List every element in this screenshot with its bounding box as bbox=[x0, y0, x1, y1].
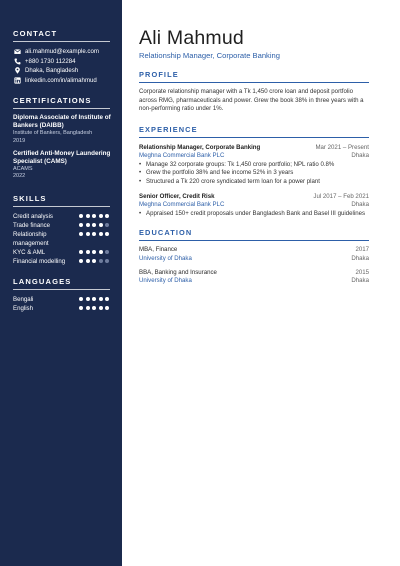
certifications-heading: CERTIFICATIONS bbox=[13, 96, 110, 109]
rating-dot-empty bbox=[99, 259, 103, 263]
certification-issuer: ACAMS bbox=[13, 165, 33, 172]
rating-dot-filled bbox=[99, 250, 103, 254]
education-location: Dhaka bbox=[351, 254, 369, 262]
rating-dot-filled bbox=[99, 214, 103, 218]
skill-name: KYC & AML bbox=[13, 248, 46, 256]
skill-rating bbox=[79, 230, 109, 236]
rating-dot-filled bbox=[99, 297, 103, 301]
education-item bbox=[139, 269, 369, 285]
job-employer: Meghna Commercial Bank PLC bbox=[139, 151, 225, 159]
profile-summary: Corporate relationship manager with a Tk 1,450 crore loan and deposit portfolio across RMG, pharmaceuticals and power. Grew the book 38% in three years with a non-performing ratio under 1%. bbox=[139, 88, 364, 113]
job-location: Dhaka bbox=[351, 201, 369, 208]
skill-name: Trade finance bbox=[13, 221, 51, 229]
bullet-icon bbox=[139, 178, 146, 186]
job-employer: Meghna Commercial Bank PLC bbox=[139, 201, 225, 208]
main-content bbox=[139, 27, 369, 285]
education-year: 2015 bbox=[355, 268, 369, 276]
rating-dot-filled bbox=[99, 232, 103, 236]
skill-rating bbox=[79, 221, 109, 227]
rating-dot-filled bbox=[105, 232, 109, 236]
languages-heading: LANGUAGES bbox=[13, 277, 110, 290]
rating-dot-filled bbox=[79, 214, 83, 218]
rating-dot-filled bbox=[105, 297, 109, 301]
contact-phone[interactable] bbox=[13, 57, 122, 67]
rating-dot-filled bbox=[99, 223, 103, 227]
rating-dot-filled bbox=[92, 306, 96, 310]
rating-dot-filled bbox=[79, 250, 83, 254]
rating-dot-filled bbox=[92, 232, 96, 236]
education-heading: EDUCATION bbox=[139, 228, 369, 241]
job-dates: Jul 2017 – Feb 2021 bbox=[313, 192, 369, 200]
education-year: 2017 bbox=[355, 246, 369, 254]
experience-item bbox=[139, 144, 369, 186]
bullet-item bbox=[139, 210, 369, 218]
contact-linkedin[interactable] bbox=[13, 76, 122, 86]
rating-dot-empty bbox=[105, 223, 109, 227]
skill-name: Relationship management bbox=[13, 230, 49, 247]
rating-dot-filled bbox=[92, 259, 96, 263]
rating-dot-filled bbox=[86, 250, 90, 254]
skill-item bbox=[13, 257, 109, 266]
contact-email-text: ali.mahmud@example.com bbox=[25, 48, 99, 56]
phone-icon bbox=[13, 57, 21, 65]
bullet-icon bbox=[139, 161, 146, 169]
language-item bbox=[13, 295, 109, 304]
job-title: Senior Officer, Credit Risk bbox=[139, 192, 215, 200]
bullet-text: Manage 32 corporate groups: Tk 1,450 crore portfolio; NPL ratio 0.8% bbox=[146, 161, 335, 169]
linkedin-icon bbox=[13, 77, 21, 85]
rating-dot-filled bbox=[86, 223, 90, 227]
rating-dot-filled bbox=[99, 306, 103, 310]
contact-location bbox=[13, 66, 122, 76]
certification-year: 2019 bbox=[13, 137, 26, 144]
skill-name: Credit analysis bbox=[13, 212, 53, 220]
rating-dot-filled bbox=[86, 214, 90, 218]
contact-heading: CONTACT bbox=[13, 29, 110, 42]
rating-dot-filled bbox=[79, 223, 83, 227]
contact-list bbox=[13, 47, 122, 85]
education-location: Dhaka bbox=[351, 277, 369, 285]
bullet-text: Appraised 150+ credit proposals under Bangladesh Bank and Basel III guidelines bbox=[146, 210, 366, 218]
contact-linkedin-text: linkedin.com/in/alimahmud bbox=[25, 77, 97, 85]
job-bullets bbox=[139, 210, 369, 218]
skill-rating bbox=[79, 248, 109, 254]
rating-dot-filled bbox=[92, 250, 96, 254]
skills-heading: SKILLS bbox=[13, 194, 110, 207]
rating-dot-filled bbox=[86, 232, 90, 236]
skill-item bbox=[13, 248, 109, 257]
job-dates: Mar 2021 – Present bbox=[315, 143, 369, 151]
rating-dot-filled bbox=[105, 214, 109, 218]
bullet-item bbox=[139, 161, 369, 169]
rating-dot-filled bbox=[92, 297, 96, 301]
candidate-name: Ali Mahmud bbox=[139, 27, 244, 49]
location-pin-icon bbox=[13, 67, 21, 75]
bullet-text: Structured a Tk 220 crore syndicated term loan for a power plant bbox=[146, 177, 320, 185]
bullet-item bbox=[139, 169, 369, 177]
bullet-text: Grew the portfolio 38% and fee income 52% in 3 years bbox=[146, 169, 294, 177]
contact-email[interactable] bbox=[13, 47, 122, 57]
language-rating bbox=[79, 304, 109, 310]
rating-dot-filled bbox=[79, 259, 83, 263]
education-school: University of Dhaka bbox=[139, 277, 192, 285]
education-school: University of Dhaka bbox=[139, 254, 192, 262]
skill-item bbox=[13, 230, 109, 248]
certification-item bbox=[13, 150, 122, 181]
skill-name: Financial modelling bbox=[13, 257, 66, 265]
rating-dot-filled bbox=[79, 232, 83, 236]
bullet-item bbox=[139, 178, 369, 186]
languages-list bbox=[13, 295, 122, 313]
profile-heading: PROFILE bbox=[139, 70, 369, 83]
language-name: Bengali bbox=[13, 295, 34, 303]
certification-name: Diploma Associate of Institute of Bankers (DAIBB) bbox=[13, 114, 111, 130]
education-item bbox=[139, 246, 369, 262]
experience-heading: EXPERIENCE bbox=[139, 125, 369, 138]
rating-dot-empty bbox=[105, 250, 109, 254]
rating-dot-filled bbox=[105, 306, 109, 310]
bullet-icon bbox=[139, 210, 146, 218]
language-name: English bbox=[13, 304, 33, 312]
sidebar bbox=[0, 0, 122, 566]
rating-dot-filled bbox=[92, 214, 96, 218]
language-rating bbox=[79, 295, 109, 301]
job-title: Relationship Manager, Corporate Banking bbox=[139, 143, 261, 151]
skill-rating bbox=[79, 212, 109, 218]
contact-location-text: Dhaka, Bangladesh bbox=[25, 67, 79, 75]
skill-item bbox=[13, 212, 109, 221]
rating-dot-filled bbox=[79, 306, 83, 310]
certification-item bbox=[13, 114, 122, 145]
certification-name: Certified Anti-Money Laundering Specialist (CAMS) bbox=[13, 150, 111, 165]
rating-dot-filled bbox=[86, 306, 90, 310]
job-bullets bbox=[139, 161, 369, 186]
job-location: Dhaka bbox=[351, 151, 369, 159]
contact-phone-text: +880 1730 112284 bbox=[25, 57, 76, 65]
rating-dot-filled bbox=[92, 223, 96, 227]
rating-dot-filled bbox=[86, 297, 90, 301]
education-degree: BBA, Banking and Insurance bbox=[139, 268, 217, 276]
rating-dot-empty bbox=[105, 259, 109, 263]
bullet-icon bbox=[139, 169, 146, 177]
certification-issuer: Institute of Bankers, Bangladesh bbox=[13, 129, 93, 136]
rating-dot-filled bbox=[79, 297, 83, 301]
skills-list bbox=[13, 212, 122, 266]
rating-dot-filled bbox=[86, 259, 90, 263]
experience-item bbox=[139, 193, 369, 219]
education-degree: MBA, Finance bbox=[139, 246, 178, 254]
certification-year: 2022 bbox=[13, 173, 26, 180]
skill-rating bbox=[79, 257, 109, 263]
mail-icon bbox=[13, 48, 21, 56]
skill-item bbox=[13, 221, 109, 230]
candidate-headline: Relationship Manager, Corporate Banking bbox=[139, 51, 280, 60]
language-item bbox=[13, 304, 109, 313]
